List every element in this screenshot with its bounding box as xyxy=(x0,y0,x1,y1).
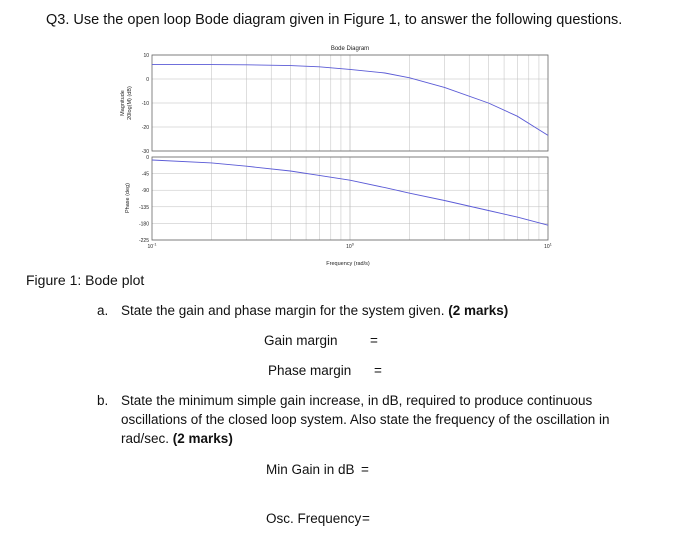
magnitude-tick-label: -20 xyxy=(141,125,149,131)
part-b-line1: State the minimum simple gain increase, in dB, required to produce continuous xyxy=(121,393,593,408)
min-gain-equals: = xyxy=(361,462,369,477)
phase-margin-equals: = xyxy=(374,363,382,378)
phase-tick-label: -135 xyxy=(138,204,149,211)
part-a-question: State the gain and phase margin for the system given. xyxy=(121,303,449,318)
magnitude-ylabel-line2: 20log(M) (dB) xyxy=(127,86,133,120)
x-tick-labels xyxy=(148,243,552,251)
part-b-marks: (2 marks) xyxy=(172,431,233,446)
phase-tick-label: -180 xyxy=(138,221,149,228)
magnitude-ylabel-line1: Magnitude xyxy=(120,90,126,116)
phase-margin-label: Phase margin xyxy=(268,363,352,378)
x-tick-label: $10^0$ xyxy=(346,242,354,250)
gain-margin-equals: = xyxy=(370,333,378,348)
phase-grid xyxy=(152,157,548,240)
osc-frequency-label: Osc. Frequency xyxy=(266,511,362,526)
part-a-letter: a. xyxy=(97,303,109,318)
phase-tick-label: -45 xyxy=(141,171,149,178)
x-tick-label: $10^{-1}$ xyxy=(147,242,157,250)
magnitude-tick-label: -30 xyxy=(141,149,149,155)
magnitude-tick-label: 0 xyxy=(146,77,149,83)
phase-tick-label: 0 xyxy=(146,155,149,161)
magnitude-tick-label: -10 xyxy=(141,101,149,107)
part-b-line3 xyxy=(121,431,233,446)
osc-frequency-equals: = xyxy=(362,511,370,526)
part-a-text xyxy=(121,303,508,318)
gain-margin-label: Gain margin xyxy=(264,333,338,348)
magnitude-tick-label: 10 xyxy=(143,53,149,59)
phase-tick-labels xyxy=(139,155,149,244)
chart-title: Bode Diagram xyxy=(330,46,370,52)
x-tick-label: $10^1$ xyxy=(544,242,552,250)
part-a-marks: (2 marks) xyxy=(448,303,509,318)
min-gain-label: Min Gain in dB xyxy=(266,462,355,477)
magnitude-tick-labels xyxy=(142,53,149,155)
part-b-letter: b. xyxy=(97,393,109,408)
x-axis-label: Frequency (rad/s) xyxy=(326,261,370,267)
phase-ylabel: Phase (deg) xyxy=(125,183,131,213)
question-title: Q3. Use the open loop Bode diagram given in Figure 1, to answer the following questions. xyxy=(46,12,623,28)
phase-tick-label: -225 xyxy=(138,238,149,244)
phase-tick-label: -90 xyxy=(141,188,149,195)
figure-caption: Figure 1: Bode plot xyxy=(26,272,145,288)
part-b-line3-text: rad/sec. xyxy=(121,431,173,446)
part-b-line2: oscillations of the closed loop system. Also state the frequency of the oscillation in xyxy=(121,412,610,427)
